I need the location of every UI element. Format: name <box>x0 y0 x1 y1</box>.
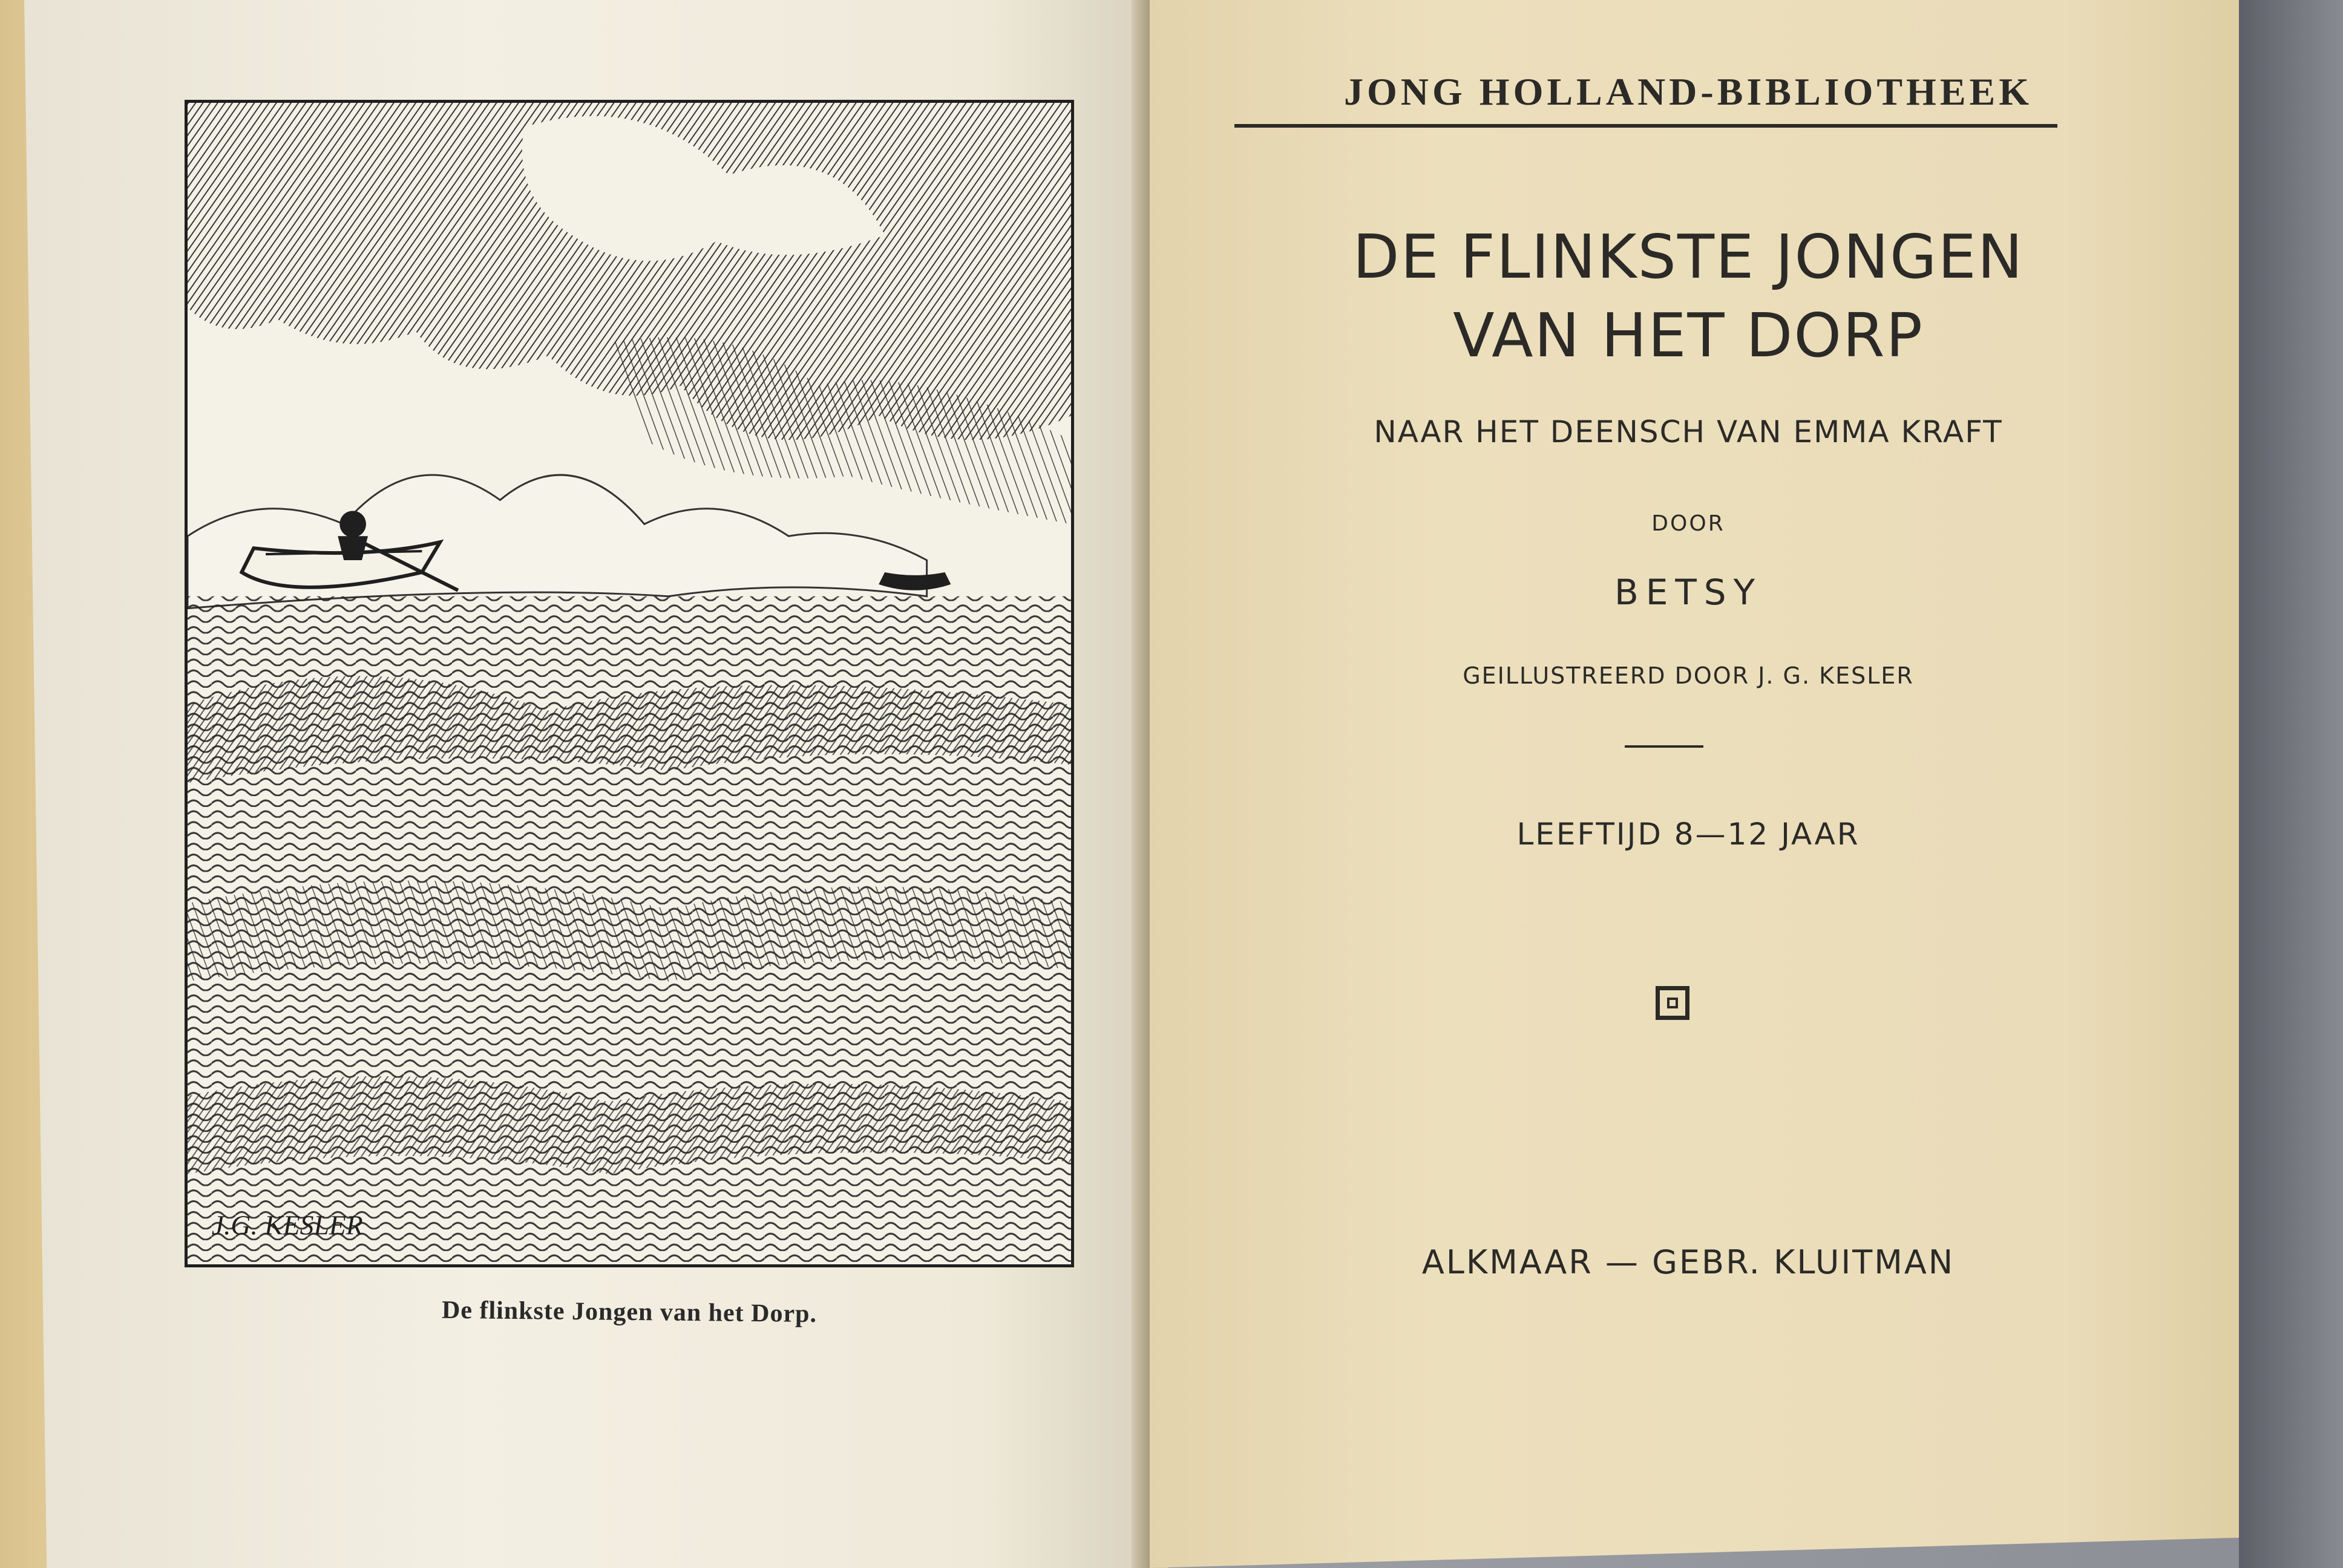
square-ornament-icon <box>1656 986 1689 1020</box>
illustration-signature: J.G. KESLER <box>211 1209 363 1241</box>
publisher-imprint: ALKMAAR — GEBR. KLUITMAN <box>1421 1243 1955 1281</box>
illustrator-credit: GEILLUSTREERD DOOR J. G. KESLER <box>1463 662 1914 689</box>
storm-sea-engraving <box>188 103 1071 1264</box>
author-name: BETSY <box>1614 572 1763 613</box>
age-range: LEEFTIJD 8—12 JAAR <box>1516 817 1860 852</box>
book-subtitle: NAAR HET DEENSCH VAN EMMA KRAFT <box>1374 414 2003 449</box>
book-title-line-1: DE FLINKSTE JONGEN <box>1352 221 2024 292</box>
series-rule <box>1234 124 2057 128</box>
frontispiece-illustration <box>185 100 1074 1267</box>
book-title-line-2: VAN HET DORP <box>1453 300 1924 371</box>
by-label: DOOR <box>1651 511 1725 536</box>
page-edge-shadow <box>2239 0 2343 1568</box>
series-name: JONG HOLLAND-BIBLIOTHEEK <box>1344 70 2033 113</box>
divider-rule <box>1625 745 1703 748</box>
frontispiece-caption: De flinkste Jongen van het Dorp. <box>441 1296 818 1328</box>
